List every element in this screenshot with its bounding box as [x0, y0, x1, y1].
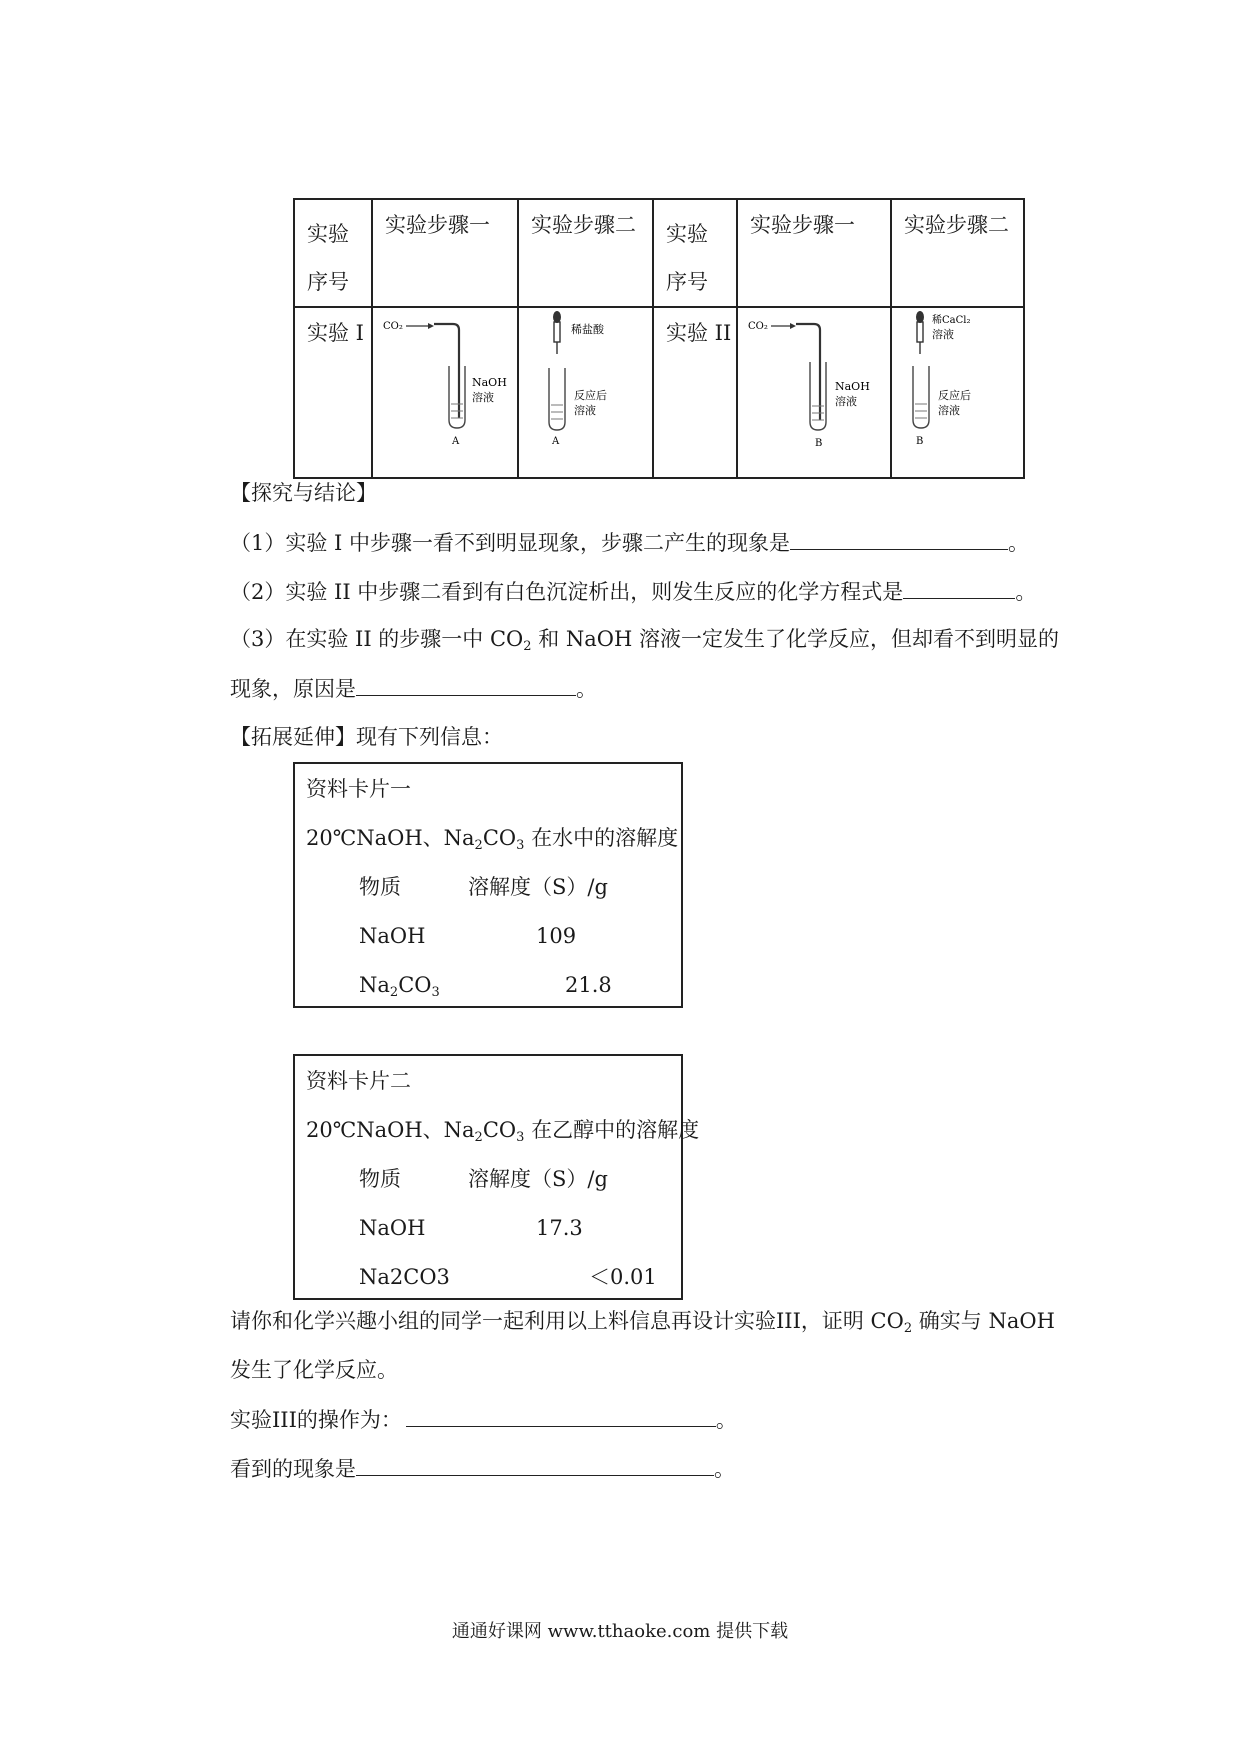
tube-label-a: A: [452, 436, 460, 447]
header-label-xuhao-2: 序号: [666, 270, 708, 294]
answer-blank-operation[interactable]: [406, 1404, 716, 1427]
paragraph-design-text-b: 确实与 NaOH: [912, 1309, 1055, 1333]
card-2-subtitle: [306, 1116, 699, 1144]
answer-blank-3[interactable]: [356, 673, 576, 696]
card-2-col-substance: 物质: [359, 1167, 401, 1191]
row-label-cell-1: [294, 307, 372, 478]
co2-label-2: CO₂: [748, 321, 768, 332]
solution-label-5: 溶液: [938, 404, 960, 417]
question-3-line-1: [230, 624, 1059, 654]
card-2-row1-value: 17.3: [536, 1216, 583, 1240]
question-1: [230, 527, 1029, 558]
question-3-end: 。: [576, 677, 597, 701]
card-1-subtitle: [306, 824, 678, 852]
naoh-label: NaOH: [472, 376, 507, 389]
apparatus-co2-into-naoh-a: [373, 308, 517, 447]
card-1-subtitle-a: 20℃NaOH、Na: [306, 826, 475, 850]
answer-blank-2[interactable]: [903, 576, 1015, 599]
info-card-1: [293, 762, 683, 1008]
card-1-row1-value: 109: [536, 924, 577, 948]
header-label-step2: 实验步骤二: [531, 213, 636, 237]
footer-source: 通通好课网 www.tthaoke.com 提供下载: [451, 1621, 789, 1642]
card-1-row1-name: NaOH: [359, 924, 426, 948]
header-cell-step2-2: [891, 199, 1024, 307]
solution-label-4: 溶液: [932, 328, 954, 341]
card-1-row2-sub1: 2: [389, 985, 399, 1000]
question-1-text: （1）实验 I 中步骤一看不到明显现象，步骤二产生的现象是: [230, 531, 791, 555]
apparatus-cacl2-dropper-b: [892, 308, 1023, 447]
operation-end: 。: [715, 1408, 737, 1432]
header-label-step1: 实验步骤一: [385, 213, 490, 237]
tube-label-b-2: B: [916, 436, 924, 447]
question-3-subscript: 2: [523, 639, 532, 654]
solution-label: 溶液: [472, 391, 494, 404]
question-3-text-a: （3）在实验 II 的步骤一中 CO: [230, 627, 524, 651]
solution-label-3: 溶液: [835, 395, 857, 408]
answer-blank-observation[interactable]: [356, 1453, 714, 1476]
figure-cell-exp1-step2: [518, 307, 653, 478]
question-3-line-2: [230, 673, 597, 704]
header-cell-index: [294, 199, 372, 307]
solution-label-2: 溶液: [574, 404, 596, 417]
question-3-text-b: 和 NaOH 溶液一定发生了化学反应，但却看不到明显的: [531, 627, 1059, 651]
header-cell-step1: [372, 199, 518, 307]
question-2: [230, 576, 1036, 607]
naoh-label-2: NaOH: [835, 380, 870, 393]
card-1-col-solubility: 溶解度（S）/g: [468, 875, 608, 899]
row-label-exp1: 实验 I: [307, 321, 364, 345]
card-2-subtitle-c: 在乙醇中的溶解度: [524, 1118, 700, 1142]
apparatus-co2-into-naoh-b: [738, 308, 890, 449]
card-1-col-substance: 物质: [359, 875, 401, 899]
co2-label: CO₂: [383, 321, 403, 332]
header-cell-step2: [518, 199, 653, 307]
figure-cell-exp1-step1: [372, 307, 518, 478]
question-2-end: 。: [1015, 580, 1037, 604]
figure-cell-exp2-step1: [737, 307, 891, 478]
header-label-step1-2: 实验步骤一: [750, 213, 855, 237]
after-reaction-label-2: 反应后: [938, 389, 971, 402]
card-1-row2-a: Na: [359, 973, 390, 997]
paragraph-design-text-a: 请你和化学兴趣小组的同学一起利用以上料信息再设计实验III，证明 CO: [230, 1309, 904, 1333]
tube-label-b: B: [815, 438, 823, 449]
cacl2-label: 稀CaCl₂: [932, 315, 971, 326]
header-cell-index-2: [653, 199, 737, 307]
header-label-xuhao: 序号: [307, 270, 349, 294]
card-1-row2-value: 21.8: [565, 973, 612, 997]
answer-blank-1[interactable]: [790, 527, 1008, 550]
card-1-subtitle-sub1: 2: [474, 838, 483, 853]
card-1-row2-name: [359, 971, 440, 999]
operation-label: 实验III的操作为：: [230, 1408, 402, 1432]
card-2-subtitle-a: 20℃NaOH、Na: [306, 1118, 475, 1142]
question-2-text: （2）实验 II 中步骤二看到有白色沉淀析出，则发生反应的化学方程式是: [230, 580, 904, 604]
section-heading-extension: 【拓展延伸】现有下列信息：: [230, 725, 503, 749]
row-label-exp2: 实验 II: [666, 321, 732, 345]
observation-label: 看到的现象是: [230, 1457, 356, 1481]
card-1-row2-sub2: 3: [431, 985, 440, 1000]
experiment-3-observation: [230, 1453, 735, 1484]
card-2-col-solubility: 溶解度（S）/g: [468, 1167, 608, 1191]
header-cell-step1-2: [737, 199, 891, 307]
card-1-title: 资料卡片一: [306, 777, 411, 801]
card-2-row2-name: Na2CO3: [359, 1265, 450, 1289]
experiment-table: [293, 198, 1025, 479]
card-2-subtitle-sub1: 2: [474, 1130, 483, 1145]
card-2-row2-value: ＜0.01: [589, 1265, 657, 1289]
card-1-row2-b: CO: [398, 973, 432, 997]
card-2-subtitle-b: CO: [482, 1118, 517, 1142]
card-2-subtitle-sub2: 3: [516, 1130, 525, 1145]
paragraph-design-line-2: 发生了化学反应。: [230, 1358, 398, 1382]
question-3-text-c: 现象，原因是: [230, 677, 356, 701]
header-label-step2-2: 实验步骤二: [904, 213, 1009, 237]
card-1-subtitle-b: CO: [482, 826, 517, 850]
card-1-subtitle-sub2: 3: [516, 838, 525, 853]
paragraph-design-subscript: 2: [903, 1321, 913, 1336]
header-label-shiyan-2: 实验: [666, 222, 708, 246]
header-label-shiyan: 实验: [307, 222, 349, 246]
after-reaction-label: 反应后: [574, 389, 607, 402]
card-2-row1-name: NaOH: [359, 1216, 426, 1240]
observation-end: 。: [714, 1457, 735, 1481]
experiment-3-operation: [230, 1404, 737, 1435]
info-card-2: [293, 1054, 700, 1300]
tube-label-a-2: A: [552, 436, 560, 447]
section-heading-explore: 【探究与结论】: [230, 481, 377, 505]
apparatus-hcl-dropper-a: [519, 308, 652, 447]
paragraph-design-line-1: [230, 1306, 1055, 1336]
card-2-title: 资料卡片二: [306, 1069, 411, 1093]
card-1-subtitle-c: 在水中的溶解度: [524, 826, 679, 850]
question-1-end: 。: [1008, 531, 1030, 555]
row-label-cell-2: [653, 307, 737, 478]
figure-cell-exp2-step2: [891, 307, 1024, 478]
hcl-label: 稀盐酸: [571, 323, 604, 336]
